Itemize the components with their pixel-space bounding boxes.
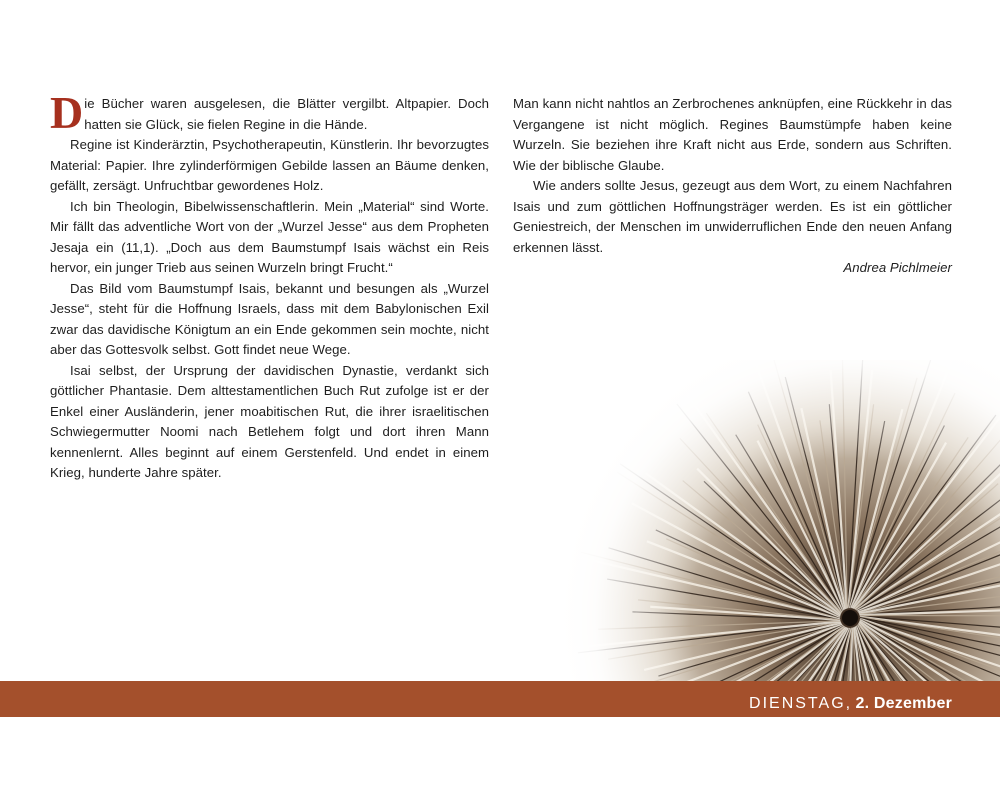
footer-date <box>749 695 952 713</box>
paragraph-2: Regine ist Kinderärztin, Psychotherapeutin, Künstlerin. Ihr bevorzugtes Material: Papier. Ihre zylinderförmigen Gebilde lassen an Bäume denken, gefällt, zersägt. Unfruchtbar gewordenes Holz. <box>50 137 489 193</box>
paragraph-1-text: ie Bücher waren ausgelesen, die Blätter vergilbt. Altpapier. Doch hatten sie Glück, sie fielen Regine in die Hände. <box>84 96 489 132</box>
paragraph-7: Wie anders sollte Jesus, gezeugt aus dem Wort, zu einem Nachfahren Isais und zum göttlichen Hoffnungsträger werden. Es ist ein göttlicher Geniestreich, der Menschen im unwiderruflichen Ende den neuen Anfang erkennen lässt. <box>513 178 952 255</box>
footer-separator: , <box>845 695 856 712</box>
paragraph-5: Isai selbst, der Ursprung der davidischen Dynastie, verdankt sich göttlicher Phantasie. Dem alttestamentlichen Buch Rut zufolge ist er der Enkel einer Ausländerin, jener moabitischen Rut, die ihrer israelitischen Schwiegermutter Noomi nach Betlehem folgt und dort ihren Mann kennenlernt. Alles beginnt auf einem Gerstenfeld. Und endet in einem Krieg, hunderte Jahre später. <box>50 362 489 480</box>
paragraph-1 <box>50 87 489 138</box>
footer-weekday: DIENSTAG <box>749 695 846 712</box>
paragraph-3: Ich bin Theologin, Bibelwissenschaftlerin. Mein „Material“ sind Worte. Mir fällt das adventliche Wort von der „Wurzel Jesse“ aus dem Propheten Jesaja ein (11,1). „Doch aus dem Baumstumpf Isais wächst ein Reis hervor, ein junger Trieb aus seinen Wurzeln bringt Frucht.“ <box>50 198 489 275</box>
drop-cap: D <box>50 87 84 138</box>
paragraph-6: Man kann nicht nahtlos an Zerbrochenes anknüpfen, eine Rückkehr in das Vergangene ist nicht möglich. Regines Baumstümpfe haben keine Wurzeln. Sie beziehen ihre Kraft nicht aus Erde, sondern aus Schriften. Wie der biblische Glaube. <box>513 96 952 173</box>
right-text-column <box>513 94 952 279</box>
paragraph-4: Das Bild vom Baumstumpf Isais, bekannt und besungen als „Wurzel Jesse“, steht für die Hoffnung Israels, dass mit dem Babylonischen Exil zwar das davidische Königtum an ein Ende gekommen sein mochte, nicht aber das Gottesvolk selbst. Gott findet neue Wege. <box>50 280 489 357</box>
footer-day-date: 2. Dezember <box>855 695 952 712</box>
book-pages-photo <box>560 360 1000 682</box>
left-text-column <box>50 87 489 484</box>
author-signature: Andrea Pichlmeier <box>843 260 952 275</box>
